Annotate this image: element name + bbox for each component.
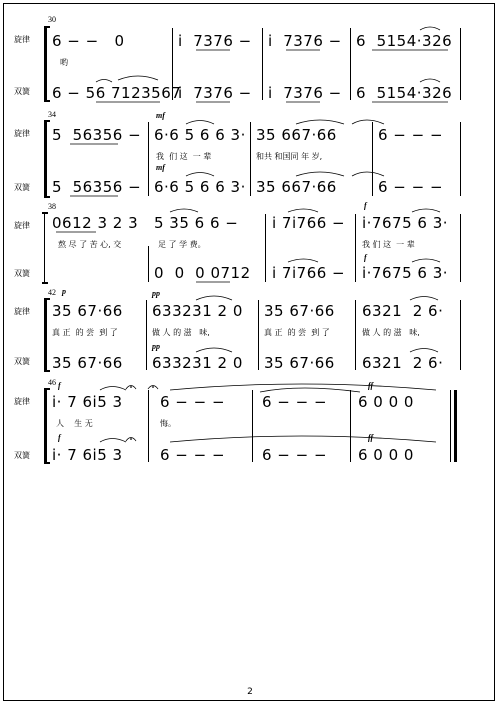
melody-measure: 35 67·66 (264, 302, 335, 320)
barline (350, 390, 351, 462)
measure-number: 34 (48, 110, 56, 119)
dynamic-marking: pp (152, 289, 160, 298)
measure-number: 46 (48, 378, 56, 387)
accordion-measure: 35 667·66 (256, 178, 337, 196)
part-label-melody: 旋律 (14, 397, 30, 406)
melody-measure: 6 − − 0 (52, 32, 125, 50)
barline (252, 390, 253, 462)
part-label-melody: 旋律 (14, 307, 30, 316)
lyric: 真 正 的 尝 到 了 (264, 328, 330, 337)
system-brace (44, 300, 52, 370)
melody-measure: i 7376 − (178, 32, 252, 50)
system-brace (44, 390, 52, 462)
accordion-measure: 5 56356 − (52, 178, 142, 196)
accordion-measure: 6 − − − (378, 178, 444, 196)
dynamic-marking: f (58, 381, 61, 390)
accordion-measure: 6 − − − (262, 446, 328, 464)
measure-number: 30 (48, 15, 56, 24)
barline (148, 390, 149, 462)
part-label-accordion: 双簧 (14, 451, 30, 460)
accordion-measure: 35 67·66 (264, 354, 335, 372)
barline (460, 300, 461, 370)
melody-measure: 6321 2 6· (362, 302, 444, 320)
lyric: 和共 和国同 年 岁, (256, 152, 323, 161)
barline (148, 246, 149, 282)
barline (258, 300, 259, 370)
melody-measure: 6 − − − (262, 393, 328, 411)
dynamic-marking: f (364, 253, 367, 262)
dynamic-marking: f (364, 201, 367, 210)
lyric: 足 了 学 费。 (158, 240, 206, 249)
page-number: 2 (247, 687, 253, 697)
part-label-accordion: 双簧 (14, 87, 30, 96)
part-label-melody: 旋律 (14, 35, 30, 44)
dynamic-marking: p (62, 287, 66, 296)
part-label-melody: 旋律 (14, 129, 30, 138)
final-barline-thick (454, 390, 457, 462)
part-label-melody: 旋律 (14, 221, 30, 230)
barline (148, 122, 149, 196)
part-label-accordion: 双簧 (14, 357, 30, 366)
barline (460, 28, 461, 100)
lyric: 人 生 无 (56, 419, 93, 428)
melody-measure: i 7376 − (268, 32, 342, 50)
lyric: 我 们 这 一 辈 (362, 240, 415, 249)
melody-measure: 35 667·66 (256, 126, 337, 144)
barline (355, 214, 356, 282)
accordion-measure: 6 0 0 0 (358, 446, 414, 464)
barline (460, 214, 461, 282)
measure-number: 38 (48, 202, 56, 211)
accordion-measure: i·7675 6 3· (362, 264, 449, 282)
accordion-measure: i 7i766 − (272, 264, 346, 282)
page-frame (3, 3, 495, 701)
system-brace (44, 214, 50, 282)
dynamic-marking: ff (368, 381, 374, 390)
lyric: 做 人 的 滋 味, (152, 328, 210, 337)
melody-measure: 6 0 0 0 (358, 393, 414, 411)
melody-measure: 6 5154·326 (356, 32, 453, 50)
part-label-accordion: 双簧 (14, 269, 30, 278)
lyric: 做 人 的 滋 味, (362, 328, 420, 337)
barline (355, 300, 356, 370)
accordion-measure: i· 7 6i5 3 (52, 446, 123, 464)
melody-measure: 5 56356 − (52, 126, 142, 144)
part-label-accordion: 双簧 (14, 183, 30, 192)
barline (372, 122, 373, 196)
melody-measure: 6 − − − (160, 393, 226, 411)
accordion-measure: 35 67·66 (52, 354, 123, 372)
melody-measure: 0612 3 2 3 (52, 214, 139, 232)
lyric: 哟 (60, 58, 68, 67)
accordion-measure: 6·6 5 6 6 3· (154, 178, 246, 196)
melody-measure: 633231 2 0 (152, 302, 243, 320)
accordion-measure: i 7376 − (268, 84, 342, 102)
melody-measure: 6·6 5 6 6 3· (154, 126, 246, 144)
system-brace (44, 28, 52, 100)
accordion-measure: 6 − − − (160, 446, 226, 464)
lyric: 真 正 的 尝 到 了 (52, 328, 118, 337)
final-barline-thin (450, 390, 451, 462)
dynamic-marking: ff (368, 433, 374, 442)
lyric: 熬 尽 了 苦 心, 交 (58, 240, 122, 249)
dynamic-marking: pp (152, 342, 160, 351)
melody-measure: i· 7 6i5 3 (52, 393, 123, 411)
lyric: 我 们 这 一 辈 (156, 152, 212, 161)
accordion-measure: 6 5154·326 (356, 84, 453, 102)
system-brace (44, 122, 52, 196)
dynamic-marking: f (58, 433, 61, 442)
barline (262, 28, 263, 100)
barline (265, 214, 266, 282)
barline (460, 122, 461, 196)
barline (250, 122, 251, 196)
melody-measure: 35 67·66 (52, 302, 123, 320)
accordion-measure: i 7376 − (178, 84, 252, 102)
melody-measure: i·7675 6 3· (362, 214, 449, 232)
dynamic-marking: mf (156, 111, 165, 120)
accordion-measure: 6321 2 6· (362, 354, 444, 372)
accordion-measure: 633231 2 0 (152, 354, 243, 372)
barline (350, 28, 351, 100)
accordion-measure: 0 0 0 0712 (154, 264, 251, 282)
lyric: 悔。 (160, 419, 176, 428)
measure-number: 42 (48, 288, 56, 297)
melody-measure: 6 − − − (378, 126, 444, 144)
melody-measure: 5 35 6 6 − (154, 214, 239, 232)
barline (146, 300, 147, 370)
dynamic-marking: mf (156, 163, 165, 172)
melody-measure: i 7i766 − (272, 214, 346, 232)
accordion-measure: 6 − 56 7123567 (52, 84, 182, 102)
